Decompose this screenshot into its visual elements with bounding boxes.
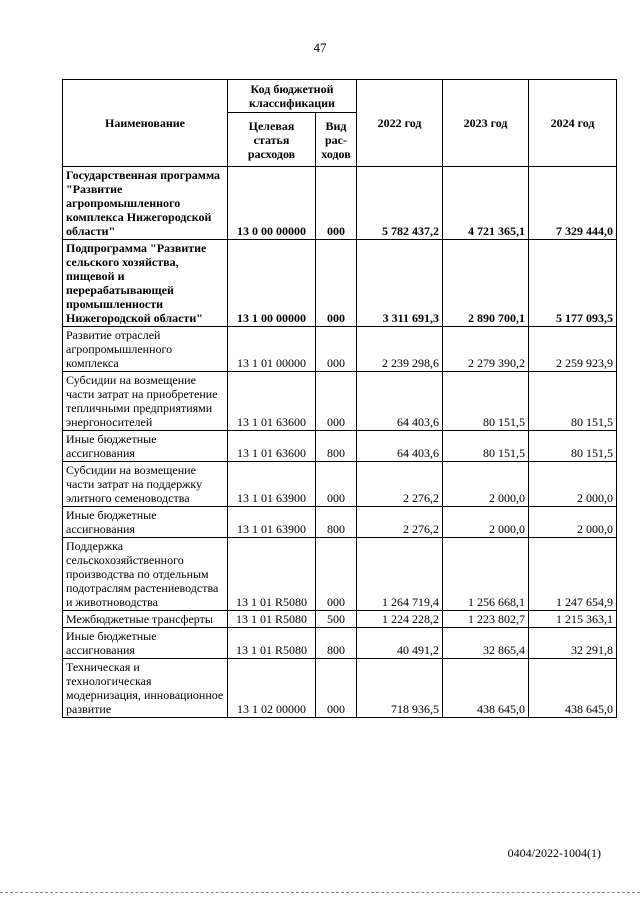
row-expense-kind: 000 [316, 372, 357, 431]
row-value-2023: 4 721 365,1 [443, 167, 529, 240]
table-row [63, 372, 617, 431]
row-value-2023: 2 890 700,1 [443, 240, 529, 327]
table-row [63, 611, 617, 628]
header-name: Наименование [63, 80, 228, 167]
row-value-2024: 80 151,5 [529, 431, 617, 462]
row-value-2024: 5 177 093,5 [529, 240, 617, 327]
page-number: 47 [313, 40, 327, 55]
row-value-2023: 80 151,5 [443, 372, 529, 431]
row-name: Иные бюджетные ассигнования [63, 628, 228, 659]
row-value-2023: 2 000,0 [443, 507, 529, 538]
row-target-article: 13 1 01 63900 [228, 462, 316, 507]
table-row [63, 167, 617, 240]
row-value-2023: 80 151,5 [443, 431, 529, 462]
row-name: Субсидии на возмещение части затрат на приобретение тепличными предприятиями энергоносителей [63, 372, 228, 431]
row-value-2023: 2 279 390,2 [443, 327, 529, 372]
header-code-group: Код бюджетной классификации [228, 80, 357, 113]
row-value-2024: 1 247 654,9 [529, 538, 617, 611]
table-row [63, 327, 617, 372]
row-value-2024: 2 000,0 [529, 507, 617, 538]
row-name: Иные бюджетные ассигнования [63, 507, 228, 538]
row-value-2022: 64 403,6 [357, 431, 443, 462]
row-target-article: 13 1 01 00000 [228, 327, 316, 372]
row-target-article: 13 1 02 00000 [228, 659, 316, 718]
row-value-2022: 3 311 691,3 [357, 240, 443, 327]
table-row [63, 538, 617, 611]
row-target-article: 13 1 01 R5080 [228, 611, 316, 628]
row-expense-kind: 500 [316, 611, 357, 628]
row-expense-kind: 000 [316, 462, 357, 507]
row-value-2022: 2 276,2 [357, 462, 443, 507]
row-value-2024: 80 151,5 [529, 372, 617, 431]
table-row [63, 628, 617, 659]
row-value-2023: 438 645,0 [443, 659, 529, 718]
row-value-2023: 2 000,0 [443, 462, 529, 507]
row-name: Техническая и технологическая модернизация, инновационное развитие [63, 659, 228, 718]
row-name: Межбюджетные трансферты [63, 611, 228, 628]
row-expense-kind: 000 [316, 659, 357, 718]
table-row [63, 659, 617, 718]
row-expense-kind: 000 [316, 167, 357, 240]
row-name: Подпрограмма "Развитие сельского хозяйства, пищевой и перерабатывающей промышленности Нижегородской области" [63, 240, 228, 327]
header-2024: 2024 год [529, 80, 617, 167]
row-name: Иные бюджетные ассигнования [63, 431, 228, 462]
table-row [63, 507, 617, 538]
row-value-2024: 1 215 363,1 [529, 611, 617, 628]
row-name: Развитие отраслей агропромышленного комплекса [63, 327, 228, 372]
row-value-2023: 32 865,4 [443, 628, 529, 659]
document-code: 0404/2022-1004(1) [507, 846, 601, 860]
row-name: Субсидии на возмещение части затрат на поддержку элитного семеноводства [63, 462, 228, 507]
row-target-article: 13 1 01 R5080 [228, 628, 316, 659]
row-target-article: 13 1 00 00000 [228, 240, 316, 327]
row-expense-kind: 800 [316, 628, 357, 659]
page-bottom-rule [0, 892, 640, 893]
header-2023: 2023 год [443, 80, 529, 167]
row-target-article: 13 1 01 63600 [228, 431, 316, 462]
row-value-2022: 1 264 719,4 [357, 538, 443, 611]
row-target-article: 13 1 01 63900 [228, 507, 316, 538]
header-2022: 2022 год [357, 80, 443, 167]
row-value-2022: 64 403,6 [357, 372, 443, 431]
row-name: Государственная программа "Развитие агропромышленного комплекса Нижегородской области" [63, 167, 228, 240]
row-expense-kind: 000 [316, 327, 357, 372]
table-row [63, 462, 617, 507]
table-header [63, 80, 617, 167]
row-value-2022: 1 224 228,2 [357, 611, 443, 628]
row-value-2022: 5 782 437,2 [357, 167, 443, 240]
row-value-2024: 32 291,8 [529, 628, 617, 659]
row-value-2024: 438 645,0 [529, 659, 617, 718]
row-name: Поддержка сельскохозяйственного производства по отдельным подотраслям растениеводства и животноводства [63, 538, 228, 611]
table-row [63, 240, 617, 327]
row-target-article: 13 1 01 63600 [228, 372, 316, 431]
row-expense-kind: 800 [316, 431, 357, 462]
row-value-2024: 2 259 923,9 [529, 327, 617, 372]
row-value-2022: 2 276,2 [357, 507, 443, 538]
row-expense-kind: 000 [316, 538, 357, 611]
row-value-2023: 1 223 802,7 [443, 611, 529, 628]
row-value-2024: 2 000,0 [529, 462, 617, 507]
table-row [63, 431, 617, 462]
row-value-2023: 1 256 668,1 [443, 538, 529, 611]
row-value-2024: 7 329 444,0 [529, 167, 617, 240]
row-value-2022: 718 936,5 [357, 659, 443, 718]
header-expense-kind: Вид рас-ходов [316, 113, 357, 167]
row-target-article: 13 1 01 R5080 [228, 538, 316, 611]
header-target-article: Целевая статья расходов [228, 113, 316, 167]
budget-table [62, 79, 617, 718]
table-body [63, 167, 617, 718]
row-target-article: 13 0 00 00000 [228, 167, 316, 240]
row-expense-kind: 000 [316, 240, 357, 327]
row-expense-kind: 800 [316, 507, 357, 538]
row-value-2022: 2 239 298,6 [357, 327, 443, 372]
row-value-2022: 40 491,2 [357, 628, 443, 659]
